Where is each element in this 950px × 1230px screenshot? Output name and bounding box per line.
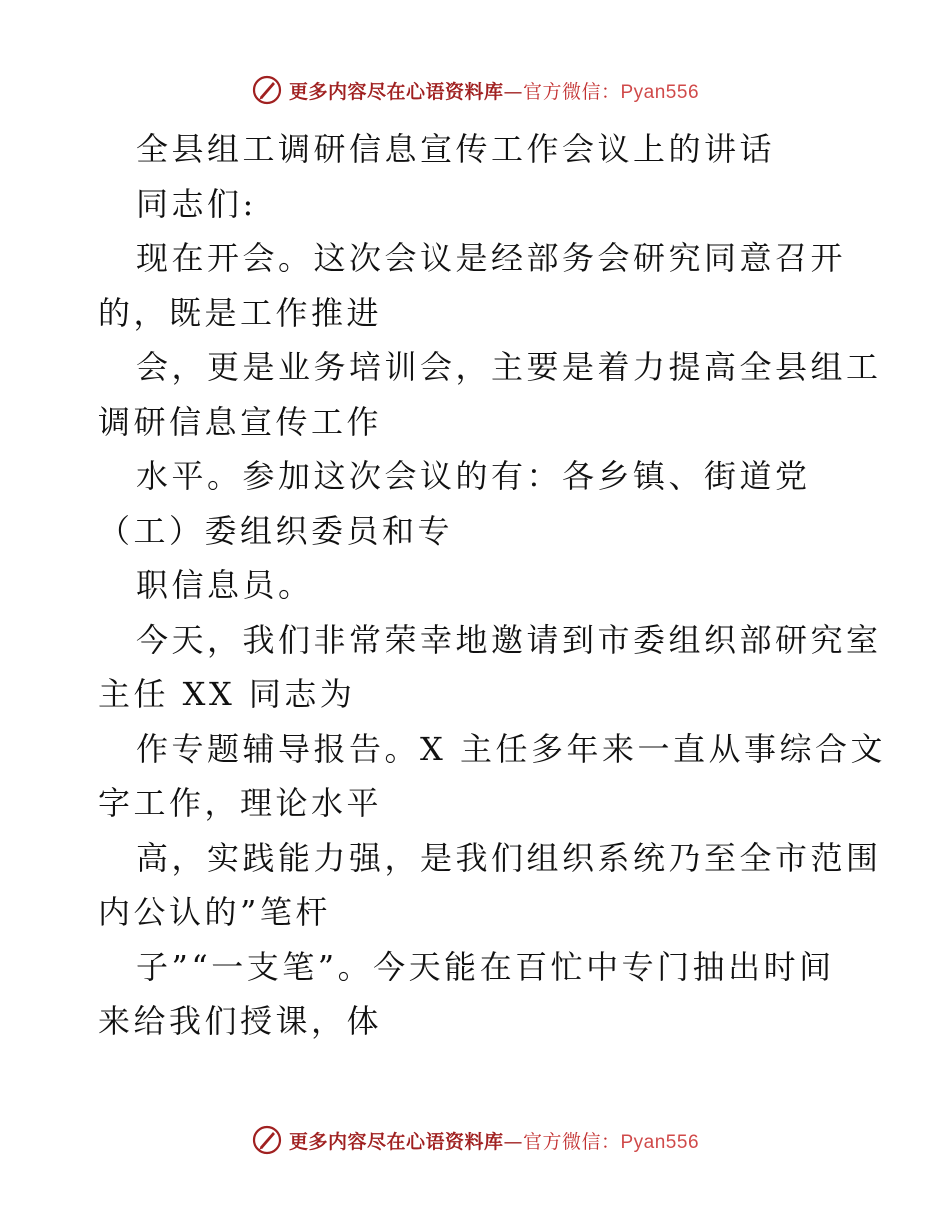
page-header-banner	[0, 70, 950, 110]
text-line: 水平。参加这次会议的有：各乡镇、街道党	[136, 457, 811, 495]
text-line: 字工作，理论水平	[98, 784, 383, 822]
banner-wechat-label: 官方微信：	[522, 1130, 621, 1153]
text-line: 作专题辅导报告。X 主任多年来一直从事综合文	[136, 729, 886, 768]
text-line: 主任 XX 同志为	[98, 675, 356, 713]
text-line: 今天，我们非常荣幸地邀请到市委组织部研究室	[136, 620, 882, 659]
text-line: 内公认的”笔杆	[98, 893, 331, 931]
banner-main-text: 更多内容尽在心语资料库	[288, 80, 504, 103]
document-body	[98, 122, 886, 1049]
text-line: 会，更是业务培训会，主要是着力提高全县组工	[136, 348, 882, 386]
banner-wechat-id: Pyan556	[620, 1131, 700, 1153]
banner-wechat-label: 官方微信：	[522, 80, 621, 103]
banner-separator: —	[503, 80, 523, 103]
text-line: 全县组工调研信息宣传工作会议上的讲话	[136, 130, 776, 168]
text-line: 来给我们授课，体	[98, 1002, 383, 1040]
text-line: （工）委组织委员和专	[98, 511, 454, 550]
text-line: 同志们:	[136, 184, 257, 223]
text-line: 子”“一支笔”。今天能在百忙中专门抽出时间	[136, 947, 835, 986]
banner-text	[289, 1127, 699, 1154]
banner-separator: —	[503, 1130, 523, 1153]
banner-main-text: 更多内容尽在心语资料库	[288, 1130, 504, 1153]
text-line: 现在开会。这次会议是经部务会研究同意召开	[136, 239, 847, 277]
text-line: 的，既是工作推进	[98, 293, 383, 332]
text-line: 职信息员。	[136, 566, 314, 604]
banner-wechat-id: Pyan556	[620, 81, 700, 103]
quill-pen-logo-icon	[251, 1124, 283, 1156]
banner-text	[289, 77, 699, 104]
page-footer-banner	[0, 1120, 950, 1160]
quill-pen-logo-icon	[251, 74, 283, 106]
text-line: 调研信息宣传工作	[98, 402, 383, 441]
text-line: 高，实践能力强，是我们组织系统乃至全市范围	[136, 838, 882, 877]
